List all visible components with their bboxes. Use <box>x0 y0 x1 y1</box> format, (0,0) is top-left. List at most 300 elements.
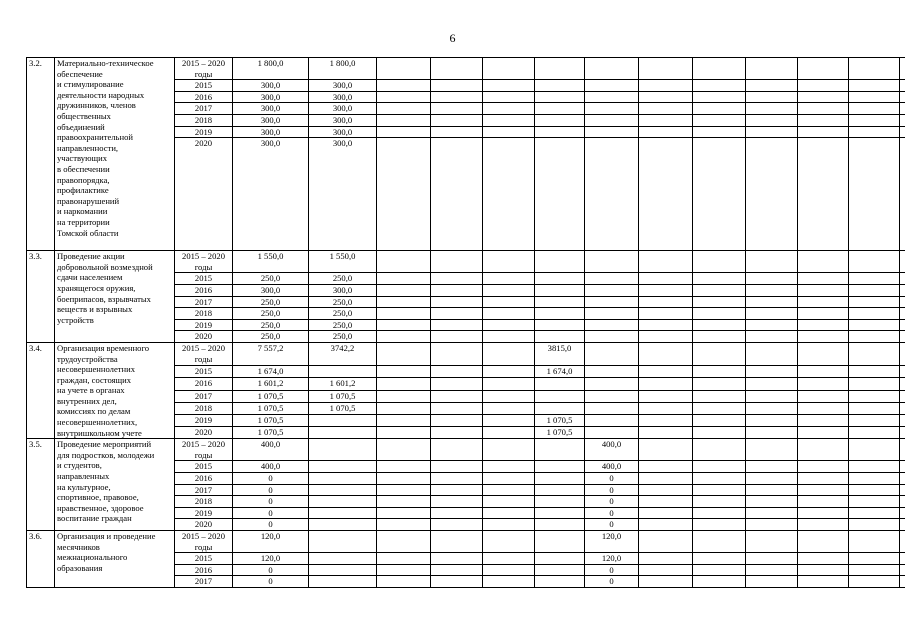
amount-cell <box>377 378 431 390</box>
amount-cell <box>693 366 746 378</box>
amount-cell <box>798 138 849 251</box>
amount-cell: 400,0 <box>585 461 639 473</box>
amount-cell <box>849 366 900 378</box>
amount-cell <box>900 576 905 588</box>
amount-cell <box>483 402 535 414</box>
amount-cell <box>746 103 798 115</box>
amount-cell <box>585 342 639 365</box>
amount-cell <box>585 366 639 378</box>
amount-cell: 0 <box>233 507 309 519</box>
amount-cell: 250,0 <box>233 308 309 320</box>
period-cell: 2020 <box>175 427 233 439</box>
amount-cell <box>900 366 905 378</box>
amount-cell <box>535 308 585 320</box>
item-description: Проведение мероприятий для подростков, молодежи и студентов, направленных на культурное, спортивное, правовое, нравственное, здоровое воспитание граждан <box>55 439 175 531</box>
amount-cell <box>431 342 483 365</box>
amount-cell <box>693 484 746 496</box>
amount-cell <box>693 507 746 519</box>
amount-cell <box>849 427 900 439</box>
table-row <box>27 531 905 553</box>
period-cell: 2020 <box>175 519 233 531</box>
amount-cell <box>849 273 900 285</box>
amount-cell: 250,0 <box>309 331 377 343</box>
amount-cell <box>639 273 693 285</box>
period-cell: 2018 <box>175 114 233 126</box>
period-cell: 2015 – 2020 годы <box>175 58 233 80</box>
amount-cell <box>900 414 905 426</box>
amount-cell <box>639 308 693 320</box>
period-cell: 2016 <box>175 284 233 296</box>
amount-cell <box>431 496 483 508</box>
amount-cell: 7 557,2 <box>233 342 309 365</box>
amount-cell <box>639 531 693 553</box>
amount-cell <box>849 308 900 320</box>
amount-cell <box>849 564 900 576</box>
amount-cell <box>535 507 585 519</box>
amount-cell <box>535 484 585 496</box>
amount-cell <box>483 319 535 331</box>
amount-cell <box>693 319 746 331</box>
amount-cell <box>431 126 483 138</box>
amount-cell <box>431 390 483 402</box>
amount-cell <box>746 519 798 531</box>
amount-cell <box>377 126 431 138</box>
item-description: Организация и проведение месячников межнационального образования <box>55 531 175 588</box>
amount-cell <box>483 531 535 553</box>
amount-cell <box>309 576 377 588</box>
amount-cell <box>535 496 585 508</box>
amount-cell <box>746 308 798 320</box>
amount-cell <box>483 114 535 126</box>
amount-cell: 300,0 <box>309 138 377 251</box>
amount-cell <box>849 126 900 138</box>
amount-cell <box>746 439 798 461</box>
amount-cell <box>585 319 639 331</box>
period-cell: 2017 <box>175 576 233 588</box>
amount-cell <box>585 273 639 285</box>
amount-cell <box>746 402 798 414</box>
amount-cell <box>900 296 905 308</box>
amount-cell <box>693 126 746 138</box>
period-cell: 2019 <box>175 319 233 331</box>
amount-cell <box>849 114 900 126</box>
amount-cell <box>639 251 693 273</box>
amount-cell <box>535 553 585 565</box>
amount-cell: 120,0 <box>585 531 639 553</box>
amount-cell <box>639 507 693 519</box>
amount-cell <box>798 519 849 531</box>
amount-cell <box>377 296 431 308</box>
amount-cell <box>849 402 900 414</box>
amount-cell <box>377 461 431 473</box>
amount-cell <box>431 308 483 320</box>
amount-cell: 0 <box>585 507 639 519</box>
amount-cell <box>746 91 798 103</box>
amount-cell <box>900 103 905 115</box>
amount-cell: 0 <box>233 496 309 508</box>
amount-cell <box>900 251 905 273</box>
amount-cell <box>535 564 585 576</box>
amount-cell <box>746 473 798 485</box>
amount-cell <box>900 80 905 92</box>
amount-cell <box>585 284 639 296</box>
amount-cell <box>377 251 431 273</box>
amount-cell: 400,0 <box>585 439 639 461</box>
amount-cell: 1 601,2 <box>233 378 309 390</box>
amount-cell: 1 070,5 <box>233 390 309 402</box>
amount-cell: 1 070,5 <box>309 402 377 414</box>
amount-cell <box>798 80 849 92</box>
amount-cell <box>693 439 746 461</box>
period-cell: 2019 <box>175 126 233 138</box>
amount-cell: 1 070,5 <box>233 414 309 426</box>
amount-cell <box>798 319 849 331</box>
amount-cell <box>309 507 377 519</box>
amount-cell: 1 674,0 <box>535 366 585 378</box>
amount-cell <box>849 284 900 296</box>
amount-cell: 300,0 <box>233 126 309 138</box>
period-cell: 2018 <box>175 496 233 508</box>
amount-cell <box>535 80 585 92</box>
amount-cell <box>535 390 585 402</box>
amount-cell <box>431 251 483 273</box>
amount-cell: 250,0 <box>233 273 309 285</box>
amount-cell <box>639 103 693 115</box>
amount-cell <box>798 126 849 138</box>
amount-cell <box>900 402 905 414</box>
amount-cell <box>746 251 798 273</box>
amount-cell <box>639 58 693 80</box>
amount-cell <box>639 126 693 138</box>
amount-cell <box>900 273 905 285</box>
amount-cell <box>798 461 849 473</box>
amount-cell <box>585 331 639 343</box>
amount-cell <box>431 461 483 473</box>
amount-cell <box>431 331 483 343</box>
amount-cell <box>746 126 798 138</box>
amount-cell <box>639 402 693 414</box>
amount-cell <box>585 378 639 390</box>
amount-cell: 0 <box>233 519 309 531</box>
amount-cell <box>483 308 535 320</box>
amount-cell <box>483 331 535 343</box>
amount-cell <box>849 331 900 343</box>
amount-cell <box>693 58 746 80</box>
amount-cell <box>798 507 849 519</box>
amount-cell: 0 <box>585 496 639 508</box>
amount-cell <box>431 319 483 331</box>
amount-cell <box>585 138 639 251</box>
amount-cell <box>900 378 905 390</box>
amount-cell <box>431 414 483 426</box>
item-number: 3.3. <box>27 251 55 343</box>
amount-cell: 0 <box>585 564 639 576</box>
amount-cell: 0 <box>585 473 639 485</box>
amount-cell <box>639 378 693 390</box>
amount-cell: 0 <box>585 484 639 496</box>
amount-cell: 300,0 <box>233 103 309 115</box>
amount-cell <box>849 390 900 402</box>
amount-cell <box>900 461 905 473</box>
amount-cell <box>483 414 535 426</box>
amount-cell <box>798 496 849 508</box>
amount-cell <box>746 366 798 378</box>
amount-cell <box>639 576 693 588</box>
amount-cell <box>798 378 849 390</box>
amount-cell <box>535 138 585 251</box>
amount-cell <box>900 519 905 531</box>
amount-cell <box>849 91 900 103</box>
amount-cell <box>849 296 900 308</box>
amount-cell <box>746 58 798 80</box>
amount-cell <box>693 564 746 576</box>
amount-cell <box>746 342 798 365</box>
amount-cell <box>309 553 377 565</box>
amount-cell <box>483 366 535 378</box>
amount-cell: 250,0 <box>233 319 309 331</box>
period-cell: 2017 <box>175 390 233 402</box>
amount-cell <box>900 484 905 496</box>
item-description: Материально-техническое обеспечение и стимулирование деятельности народных дружинников, членов общественных объединений правоохранительной направленности, участвующих в обеспечении правопорядка, профилактике правонарушений и наркомании на территории Томской области <box>55 58 175 251</box>
amount-cell <box>431 507 483 519</box>
amount-cell <box>377 103 431 115</box>
amount-cell: 250,0 <box>309 319 377 331</box>
amount-cell <box>900 342 905 365</box>
amount-cell <box>746 461 798 473</box>
table-row <box>27 58 905 80</box>
amount-cell <box>639 484 693 496</box>
budget-table <box>26 57 905 588</box>
amount-cell <box>849 58 900 80</box>
amount-cell <box>849 414 900 426</box>
amount-cell <box>309 484 377 496</box>
amount-cell <box>431 564 483 576</box>
amount-cell <box>693 496 746 508</box>
amount-cell <box>849 496 900 508</box>
amount-cell: 0 <box>585 519 639 531</box>
amount-cell <box>746 507 798 519</box>
period-cell: 2015 – 2020 годы <box>175 342 233 365</box>
amount-cell <box>483 284 535 296</box>
amount-cell <box>309 473 377 485</box>
amount-cell <box>798 251 849 273</box>
amount-cell <box>798 308 849 320</box>
amount-cell <box>849 507 900 519</box>
amount-cell <box>535 519 585 531</box>
amount-cell <box>746 496 798 508</box>
amount-cell <box>746 553 798 565</box>
amount-cell <box>746 564 798 576</box>
amount-cell <box>693 519 746 531</box>
amount-cell <box>431 519 483 531</box>
amount-cell <box>431 473 483 485</box>
amount-cell <box>535 461 585 473</box>
amount-cell <box>639 414 693 426</box>
amount-cell <box>693 390 746 402</box>
amount-cell <box>798 296 849 308</box>
amount-cell <box>639 319 693 331</box>
amount-cell <box>431 531 483 553</box>
amount-cell <box>746 138 798 251</box>
amount-cell <box>431 58 483 80</box>
amount-cell <box>900 531 905 553</box>
amount-cell <box>535 251 585 273</box>
amount-cell <box>585 114 639 126</box>
amount-cell <box>900 427 905 439</box>
period-cell: 2018 <box>175 308 233 320</box>
amount-cell <box>483 484 535 496</box>
amount-cell <box>798 473 849 485</box>
amount-cell <box>483 138 535 251</box>
amount-cell <box>431 553 483 565</box>
amount-cell <box>377 114 431 126</box>
amount-cell: 300,0 <box>233 80 309 92</box>
amount-cell <box>377 576 431 588</box>
period-cell: 2016 <box>175 473 233 485</box>
amount-cell <box>639 427 693 439</box>
amount-cell <box>900 496 905 508</box>
period-cell: 2015 <box>175 461 233 473</box>
amount-cell <box>535 331 585 343</box>
amount-cell <box>746 296 798 308</box>
amount-cell <box>693 138 746 251</box>
amount-cell <box>483 576 535 588</box>
amount-cell <box>535 439 585 461</box>
amount-cell <box>309 414 377 426</box>
amount-cell <box>377 308 431 320</box>
amount-cell <box>535 402 585 414</box>
amount-cell: 300,0 <box>309 114 377 126</box>
amount-cell <box>377 80 431 92</box>
period-cell: 2016 <box>175 564 233 576</box>
amount-cell: 0 <box>233 484 309 496</box>
amount-cell <box>431 366 483 378</box>
period-cell: 2017 <box>175 296 233 308</box>
amount-cell <box>639 366 693 378</box>
amount-cell <box>746 414 798 426</box>
amount-cell <box>639 496 693 508</box>
amount-cell <box>377 342 431 365</box>
amount-cell <box>377 331 431 343</box>
amount-cell <box>377 473 431 485</box>
amount-cell <box>798 439 849 461</box>
amount-cell <box>693 284 746 296</box>
amount-cell <box>431 103 483 115</box>
amount-cell <box>377 402 431 414</box>
amount-cell <box>849 461 900 473</box>
amount-cell <box>309 564 377 576</box>
amount-cell <box>639 138 693 251</box>
amount-cell <box>798 366 849 378</box>
amount-cell: 1 070,5 <box>233 427 309 439</box>
amount-cell <box>377 553 431 565</box>
amount-cell <box>693 273 746 285</box>
amount-cell <box>431 402 483 414</box>
amount-cell <box>746 531 798 553</box>
amount-cell <box>798 414 849 426</box>
amount-cell <box>309 366 377 378</box>
amount-cell <box>693 553 746 565</box>
amount-cell: 1 550,0 <box>233 251 309 273</box>
amount-cell: 300,0 <box>309 284 377 296</box>
amount-cell <box>585 427 639 439</box>
amount-cell <box>639 296 693 308</box>
period-cell: 2018 <box>175 402 233 414</box>
amount-cell: 300,0 <box>233 284 309 296</box>
amount-cell: 250,0 <box>309 308 377 320</box>
amount-cell <box>483 427 535 439</box>
amount-cell <box>639 331 693 343</box>
amount-cell <box>377 284 431 296</box>
period-cell: 2015 <box>175 273 233 285</box>
amount-cell <box>849 80 900 92</box>
amount-cell <box>483 80 535 92</box>
amount-cell <box>639 284 693 296</box>
amount-cell <box>849 138 900 251</box>
amount-cell <box>900 439 905 461</box>
amount-cell <box>798 402 849 414</box>
period-cell: 2017 <box>175 103 233 115</box>
amount-cell: 250,0 <box>233 331 309 343</box>
amount-cell <box>900 91 905 103</box>
period-cell: 2015 <box>175 80 233 92</box>
amount-cell <box>798 531 849 553</box>
amount-cell <box>483 126 535 138</box>
amount-cell: 3742,2 <box>309 342 377 365</box>
amount-cell: 250,0 <box>233 296 309 308</box>
amount-cell <box>693 342 746 365</box>
amount-cell <box>693 402 746 414</box>
amount-cell <box>585 58 639 80</box>
amount-cell <box>849 342 900 365</box>
table-row <box>27 342 905 365</box>
item-description: Проведение акции добровольной возмездной сдачи населением хранящегося оружия, боеприпасов, взрывчатых веществ и взрывных устройств <box>55 251 175 343</box>
amount-cell <box>639 439 693 461</box>
period-cell: 2015 <box>175 553 233 565</box>
amount-cell: 250,0 <box>309 296 377 308</box>
amount-cell <box>377 319 431 331</box>
amount-cell <box>483 461 535 473</box>
amount-cell <box>693 378 746 390</box>
amount-cell <box>431 138 483 251</box>
amount-cell <box>798 427 849 439</box>
amount-cell: 300,0 <box>233 114 309 126</box>
amount-cell <box>535 531 585 553</box>
item-number: 3.6. <box>27 531 55 588</box>
amount-cell: 1 800,0 <box>309 58 377 80</box>
amount-cell <box>585 296 639 308</box>
amount-cell <box>377 531 431 553</box>
amount-cell: 1 674,0 <box>233 366 309 378</box>
amount-cell <box>535 91 585 103</box>
amount-cell <box>693 80 746 92</box>
amount-cell <box>535 473 585 485</box>
amount-cell <box>900 473 905 485</box>
amount-cell <box>798 331 849 343</box>
period-cell: 2017 <box>175 484 233 496</box>
amount-cell <box>309 461 377 473</box>
amount-cell <box>900 308 905 320</box>
amount-cell <box>639 390 693 402</box>
amount-cell <box>377 138 431 251</box>
amount-cell <box>746 427 798 439</box>
amount-cell <box>483 296 535 308</box>
amount-cell <box>431 378 483 390</box>
amount-cell: 1 070,5 <box>535 414 585 426</box>
amount-cell <box>585 126 639 138</box>
amount-cell <box>798 114 849 126</box>
amount-cell <box>535 284 585 296</box>
